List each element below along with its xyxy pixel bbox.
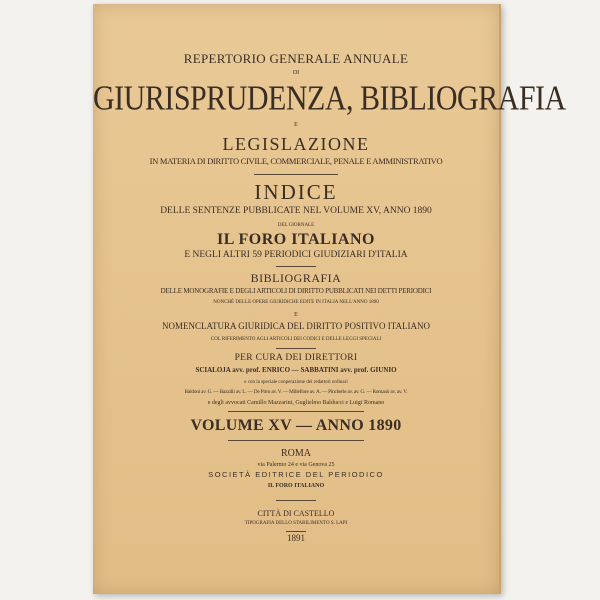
publication-year: 1891 <box>287 533 305 543</box>
monografie-line: DELLE MONOGRAFIE E DEGLI ARTICOLI DI DIRITTO PUBBLICATI NEI DETTI PERIODICI <box>160 287 432 295</box>
divider <box>276 500 316 501</box>
cooperazione-line: e con la speciale cooperazione dei redattori ordinari <box>244 380 348 385</box>
printer-city: CITTÀ DI CASTELLO <box>257 509 335 518</box>
imprint-society: SOCIETÀ EDITRICE DEL PERIODICO <box>208 470 384 479</box>
title-page <box>93 4 566 594</box>
legislazione-heading: LEGISLAZIONE <box>222 134 370 154</box>
e-line: E <box>294 312 298 318</box>
materia-line: IN MATERIA DI DIRITTO CIVILE, COMMERCIALE, PENALE E AMMINISTRATIVO <box>149 156 443 166</box>
divider <box>276 348 316 349</box>
foro-italiano-heading: IL FORO ITALIANO <box>217 231 375 248</box>
di-line: DI <box>292 70 300 76</box>
periodici-line: E NEGLI ALTRI 59 PERIODICI GIUDIZIARI D'ITALIA <box>184 250 408 260</box>
sentenze-line: DELLE SENTENZE PUBBLICATE NEL VOLUME XV, ANNO 1890 <box>160 206 432 216</box>
direttori-line: SCIALOJA avv. prof. ENRICO — SABBATINI avv. prof. GIUNIO <box>195 366 397 374</box>
imprint-periodico: IL FORO ITALIANO <box>267 483 325 489</box>
imprint-address: via Palermo 24 e via Genova 25 <box>257 462 335 468</box>
divider <box>276 266 316 267</box>
del-giornale-line: DEL GIORNALE <box>277 223 315 228</box>
imprint-city: ROMA <box>280 448 311 459</box>
repertorio-line: REPERTORIO GENERALE ANNUALE <box>183 51 409 66</box>
divider <box>228 440 364 441</box>
e-line: E <box>294 122 298 128</box>
divider <box>286 531 306 532</box>
bibliografia-heading: BIBLIOGRAFIA <box>250 271 342 285</box>
nomenclatura-line: NOMENCLATURA GIURIDICA DEL DIRITTO POSITIVO ITALIANO <box>161 321 430 331</box>
redattori-line: Baldoni av. G. — Bazzilli av. L. — De Pirro av. V. — Millefiore av. A. — Pincherle av. av. G. — Romanò av. av. V. <box>184 389 408 395</box>
indice-heading: INDICE <box>254 180 338 204</box>
volume-heading: VOLUME XV — ANNO 1890 <box>190 417 402 434</box>
printer-name: TIPOGRAFIA DELLO STABILIMENTO S. LAPI <box>244 521 348 526</box>
per-cura-line: PER CURA DEI DIRETTORI <box>234 353 358 363</box>
opere-line: NONCHÈ DELLE OPERE GIURIDICHE EDITE IN ITALIA NELL'ANNO 1890 <box>213 300 379 305</box>
riferimento-line: COL RIFERIMENTO AGLI ARTICOLI DEI CODICI E DELLE LEGGI SPECIALI <box>210 337 382 342</box>
divider <box>228 411 364 412</box>
main-title: GIURISPRUDENZA, BIBLIOGRAFIA <box>93 79 566 118</box>
avvocati-line: e degli avvocati Camillo Mazzarini, Guglielmo Balducci e Luigi Romano <box>207 400 385 406</box>
divider <box>254 174 338 175</box>
